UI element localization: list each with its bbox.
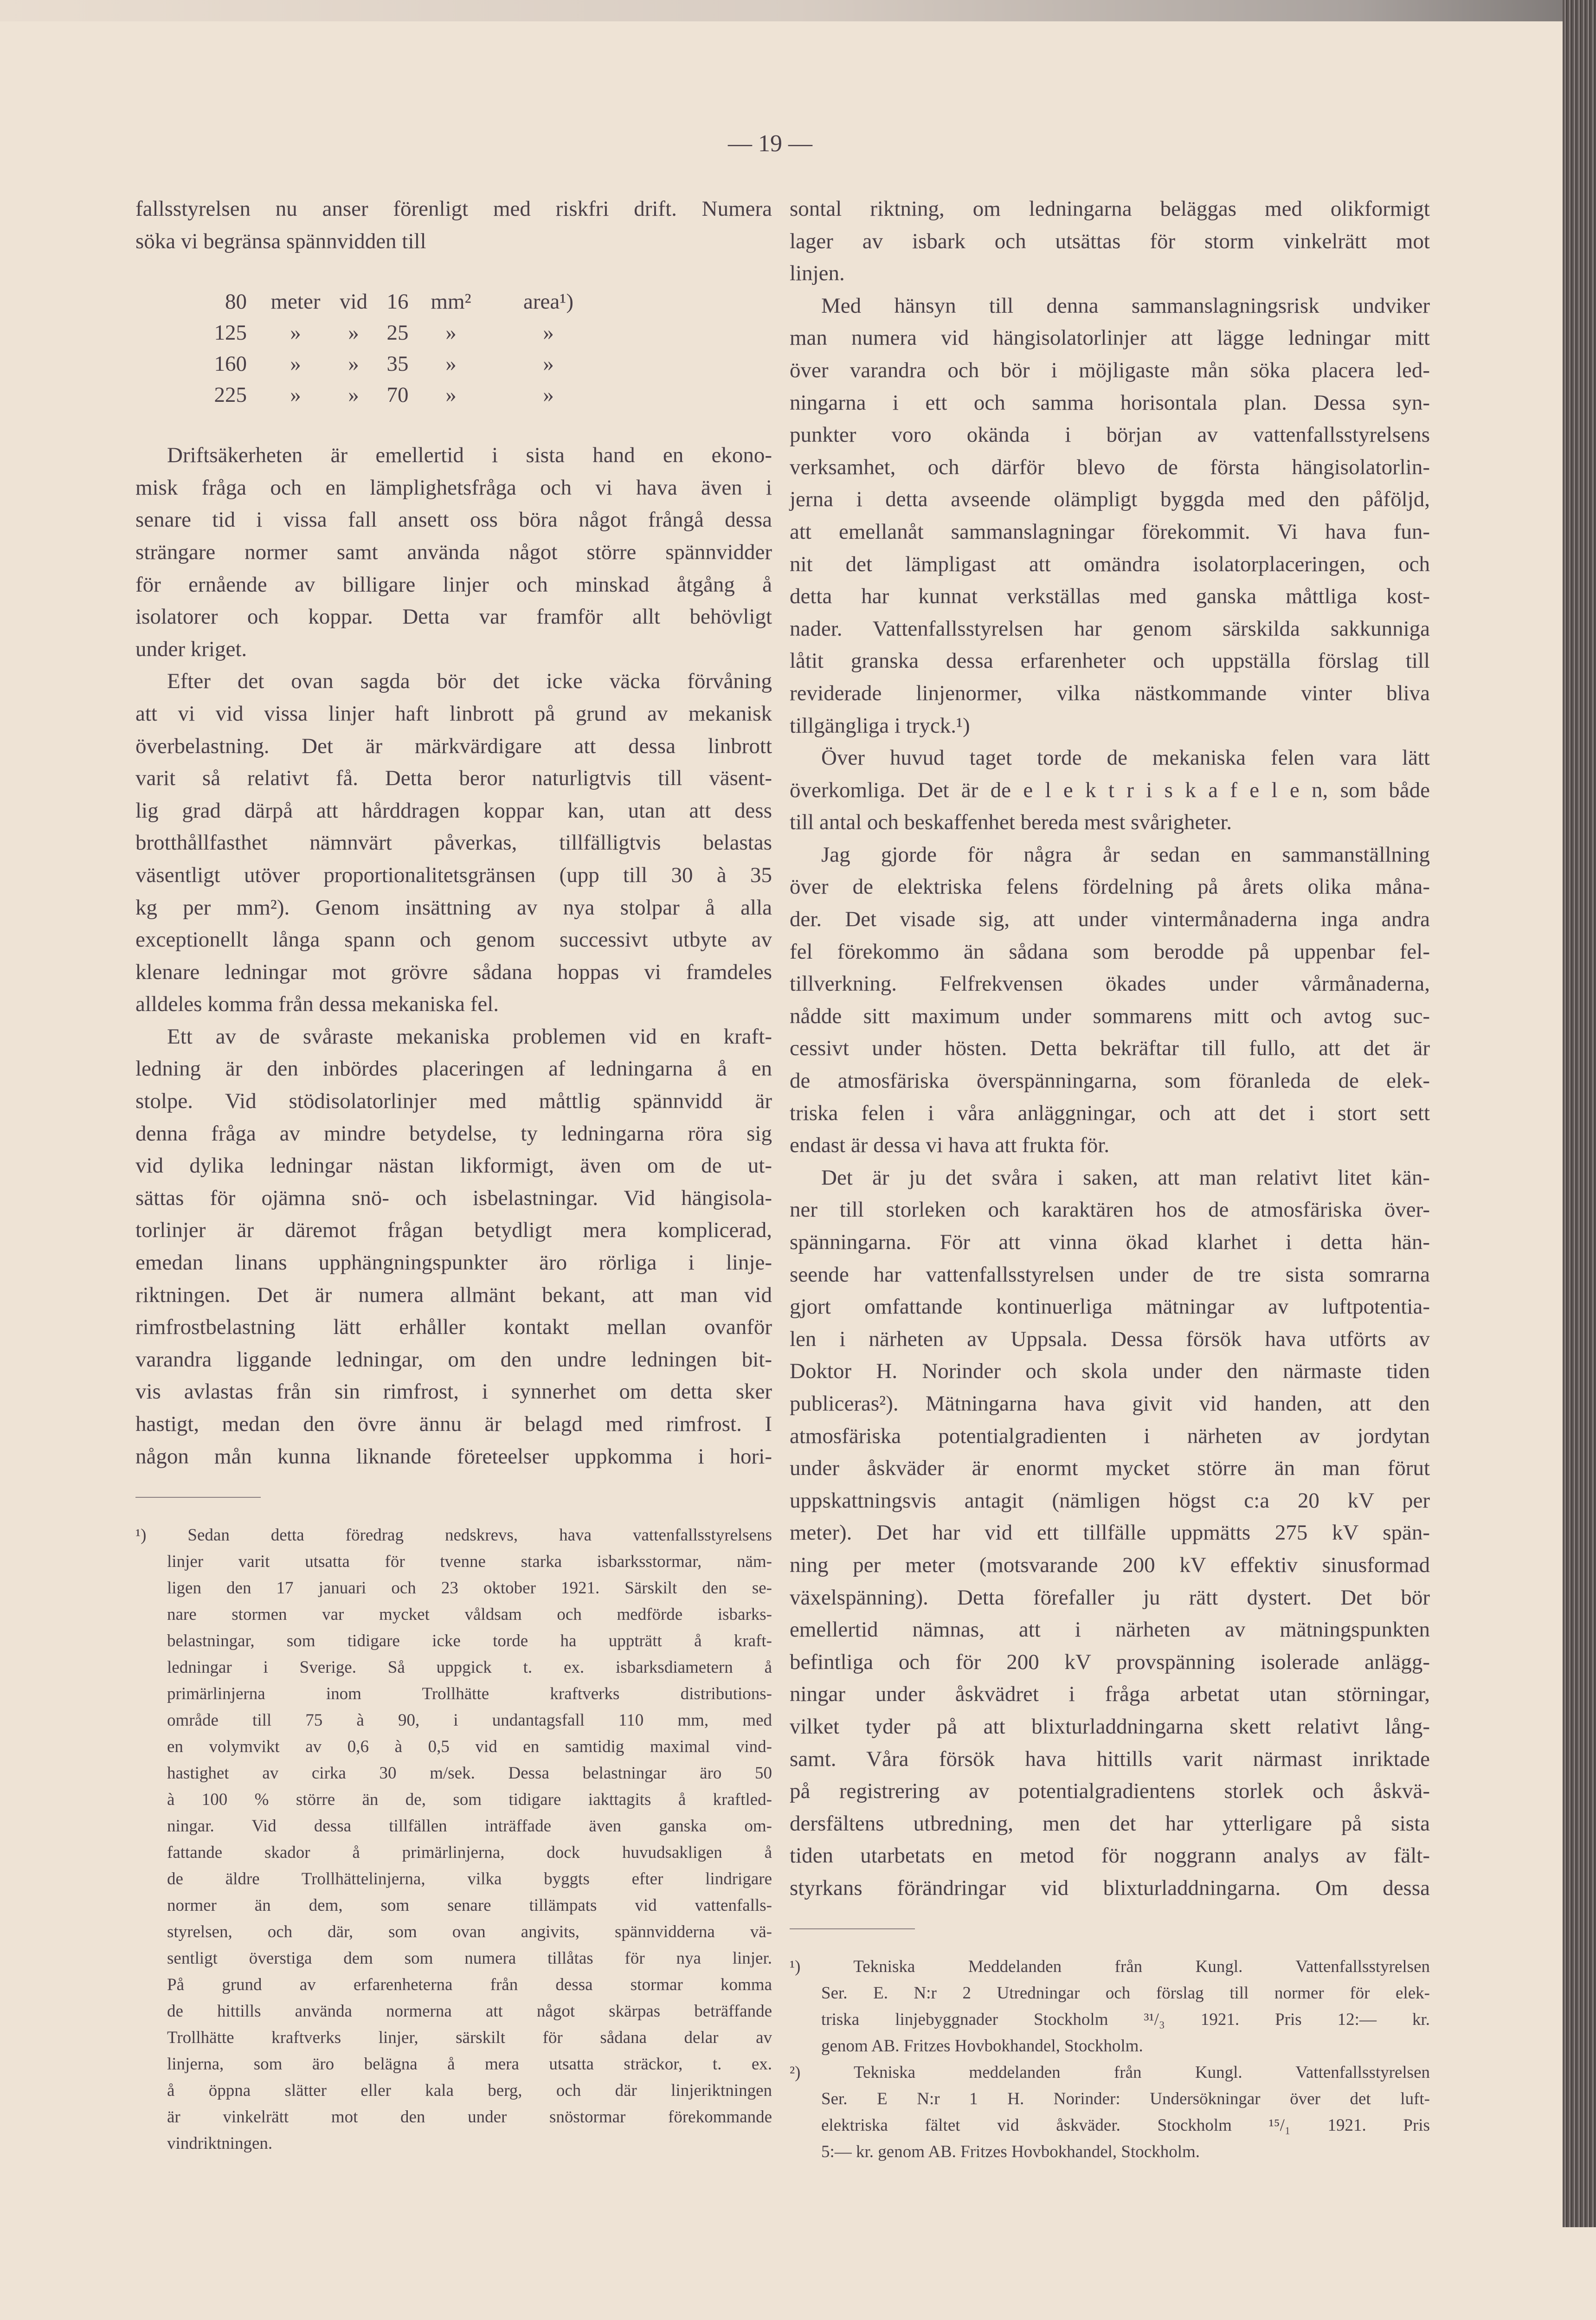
text-line: kg per mm²). Genom insättning av nya stolpar å alla xyxy=(135,895,772,920)
span-table-row xyxy=(135,348,772,380)
footnote-line: de äldre Trollhättelinjerna, vilka byggts efter lindrigare xyxy=(167,1869,772,1889)
text-line: Driftsäkerheten är emellertid i sista hand en ekono- xyxy=(167,443,772,468)
footnote-line: normer än dem, som senare tillämpats vid vattenfalls- xyxy=(167,1896,772,1915)
footnote-line: à 100 % större än de, som tidigare iakttagits å kraftled- xyxy=(167,1790,772,1810)
paragraph xyxy=(135,439,772,665)
text-line: under kriget. xyxy=(135,637,247,661)
text-line: till antal och beskaffenhet bereda mest svårigheter. xyxy=(790,810,1232,835)
text-line: låtit granska dessa erfarenheter och uppställa förslag till xyxy=(790,649,1430,673)
text-line: fallsstyrelsen nu anser förenligt med riskfri drift. Numera xyxy=(135,197,772,221)
footnote-line: å öppna slätter eller kala berg, och där linjeriktningen xyxy=(167,2081,772,2101)
footnote-line: sentligt överstiga dem som numera tillåtas för nya linjer. xyxy=(167,1949,772,1968)
span-table-cell: vid xyxy=(339,290,368,314)
span-table-cell: 160 xyxy=(214,352,247,376)
footnote-line: område till 75 à 90, i undantagsfall 110 mm, med xyxy=(167,1711,772,1730)
text-line: på registrering av potentialgradientens storlek och åskvä- xyxy=(790,1779,1430,1804)
footnote-line: Ser. E. N:r 2 Utredningar och förslag till normer för elek- xyxy=(821,1984,1430,2003)
footnote-line: elektriska fältet vid åskväder. Stockholm ¹⁵/₁ 1921. Pris xyxy=(821,2116,1430,2135)
text-line: någon mån kunna liknande företeelser uppkomma i hori- xyxy=(135,1444,772,1469)
text-line: nit det lämpligast att omändra isolatorplaceringen, och xyxy=(790,552,1430,576)
text-line: vilket tyder på att blixturladdningarna skett relativt lång- xyxy=(790,1714,1430,1739)
span-table-cell: meter xyxy=(270,290,321,314)
text-line: Jag gjorde för några år sedan en sammanställning xyxy=(821,842,1430,867)
text-line: styrkans förändringar vid blixturladdningarna. Om dessa xyxy=(790,1875,1430,1900)
text-line: riktningen. Det är numera allmänt bekant, att man vid xyxy=(135,1282,772,1307)
footnote-rule xyxy=(135,1497,261,1498)
text-line: fel förekommo än sådana som berodde på uppenbar fel- xyxy=(790,939,1430,964)
paragraph xyxy=(790,742,1430,839)
span-table-cell: » xyxy=(290,321,301,345)
text-line: nådde sitt maximum under sommarens mitt och avtog suc- xyxy=(790,1004,1430,1028)
span-table-cell: 16 xyxy=(386,290,409,314)
footnote-line: genom AB. Fritzes Hovbokhandel, Stockholm. xyxy=(821,2036,1143,2056)
footnote-line: ligen den 17 januari och 23 oktober 1921. Särskilt den se- xyxy=(167,1579,772,1598)
span-table xyxy=(135,286,772,411)
text-line: tiden utarbetats en metod för noggrann analys av fält- xyxy=(790,1843,1430,1868)
span-table-cell: » xyxy=(290,383,301,407)
text-line: alldeles komma från dessa mekaniska fel. xyxy=(135,992,499,1017)
paragraph xyxy=(790,290,1430,742)
footnote-line: linjer varit utsatta för tvenne starka isbarksstormar, näm- xyxy=(167,1552,772,1572)
span-table-cell: » xyxy=(543,383,554,407)
text-line: senare tid i vissa fall ansett oss böra något frångå dessa xyxy=(135,508,772,532)
footnote-line: en volymvikt av 0,6 à 0,5 vid en samtidig maximal vind- xyxy=(167,1737,772,1757)
footnotes xyxy=(790,1928,1430,2165)
text-line: tillgängliga i tryck.¹) xyxy=(790,713,970,738)
text-line: växelspänning). Detta förefaller ju rätt dystert. Det bör xyxy=(790,1585,1430,1610)
span-table-cell: » xyxy=(445,383,457,407)
text-line: linjen. xyxy=(790,261,845,286)
span-table-cell: » xyxy=(445,321,457,345)
text-line: ledning är den inbördes placeringen af ledningarna å en xyxy=(135,1057,772,1081)
footnote-line: ningar. Vid dessa tillfällen inträffade även ganska om- xyxy=(167,1817,772,1836)
footnote-line: ¹) Tekniska Meddelanden från Kungl. Vattenfallsstyrelsen xyxy=(790,1957,1430,1977)
text-line: vis avlastas från sin rimfrost, i synnerhet om detta sker xyxy=(135,1379,772,1404)
text-line: tillverkning. Felfrekvensen ökades under vårmånaderna, xyxy=(790,972,1430,996)
text-line: befintliga och för 200 kV provspänning isolerade anlägg- xyxy=(790,1650,1430,1674)
footnote-line: På grund av erfarenheterna från dessa stormar komma xyxy=(167,1975,772,1995)
paragraph xyxy=(135,1021,772,1473)
span-table-cell: 125 xyxy=(214,321,247,345)
footnote-rule xyxy=(790,1928,915,1929)
text-line: emellertid nämnas, att i närheten av mätningspunkten xyxy=(790,1618,1430,1642)
text-line: Doktor H. Norinder och skola under den närmaste tiden xyxy=(790,1359,1430,1384)
text-line: för ernående av billigare linjer och minskad åtgång å xyxy=(135,572,772,597)
span-table-cell: » xyxy=(543,321,554,345)
paragraph xyxy=(790,839,1430,1162)
text-line: lig grad därpå att hårddragen koppar kan, utan att dess xyxy=(135,798,772,823)
text-line: endast är dessa vi hava att frukta för. xyxy=(790,1133,1110,1158)
footnote-line: Trollhätte kraftverks linjer, särskilt för sådana delar av xyxy=(167,2028,772,2048)
text-line: över varandra och bör i möjligaste mån söka placera led- xyxy=(790,358,1430,382)
text-line: sontal riktning, om ledningarna beläggas med olikformigt xyxy=(790,197,1430,221)
text-line: publiceras²). Mätningarna hava givit vid handen, att den xyxy=(790,1391,1430,1416)
text-line: emedan linans upphängningspunkter äro rörliga i linje- xyxy=(135,1250,772,1275)
span-table-cell: 70 xyxy=(386,383,409,407)
text-line: Över huvud taget torde de mekaniska felen vara lätt xyxy=(821,746,1430,770)
text-line: seende har vattenfallsstyrelsen under de tre sista somrarna xyxy=(790,1262,1430,1287)
text-line: triska felen i våra anläggningar, och att det i stort sett xyxy=(790,1101,1430,1125)
span-table-cell: » xyxy=(445,352,457,376)
footnote-line: fattande skador å primärlinjerna, dock huvudsakligen å xyxy=(167,1843,772,1862)
footnote-line: hastighet av cirka 30 m/sek. Dessa belastningar äro 50 xyxy=(167,1764,772,1783)
text-line: torlinjer är däremot frågan betydligt mera komplicerad, xyxy=(135,1218,772,1243)
span-table-cell: 35 xyxy=(386,352,409,376)
text-line: stolpe. Vid stödisolatorlinjer med måttlig spännvidd är xyxy=(135,1089,772,1114)
footnote-line: primärlinjerna inom Trollhätte kraftverks distributions- xyxy=(167,1684,772,1704)
footnote-line: ²) Tekniska meddelanden från Kungl. Vattenfallsstyrelsen xyxy=(790,2063,1430,2082)
left-column xyxy=(135,193,772,2157)
text-line: söka vi begränsa spännvidden till xyxy=(135,229,426,253)
text-line: Med hänsyn till denna sammanslagningsrisk undviker xyxy=(821,293,1430,318)
span-table-cell: 80 xyxy=(225,290,247,314)
book-page-edge xyxy=(1563,0,1596,2227)
text-line: strängare normer samt använda något större spännvidder xyxy=(135,540,772,564)
span-table-cell: 25 xyxy=(386,321,409,345)
text-line: isolatorer och koppar. Detta var framför allt behövligt xyxy=(135,605,772,629)
text-line: jerna i detta avseende olämpligt byggda med den påföljd, xyxy=(790,487,1430,512)
text-line: Ett av de svåraste mekaniska problemen vid en kraft- xyxy=(167,1024,772,1049)
text-line: Efter det ovan sagda bör det icke väcka förvåning xyxy=(167,669,772,694)
text-line: meter). Det har vid ett tillfälle uppmätts 275 kV spän- xyxy=(790,1521,1430,1545)
footnote-line: vindriktningen. xyxy=(167,2134,273,2153)
text-line: varit så relativt få. Detta beror naturligtvis till väsent- xyxy=(135,766,772,791)
right-column xyxy=(790,193,1430,2165)
text-line: reviderade linjenormer, vilka nästkommande vinter bliva xyxy=(790,681,1430,705)
text-line: hastigt, medan den övre ännu är belagd med rimfrost. I xyxy=(135,1412,772,1436)
text-line: överkomliga. Det är de e l e k t r i s k a f e l e n, som både xyxy=(790,778,1430,802)
text-line: varandra liggande ledningar, om den undre ledningen bit- xyxy=(135,1347,772,1372)
footnote xyxy=(790,2059,1430,2165)
text-line: len i närheten av Uppsala. Dessa försök hava utförts av xyxy=(790,1327,1430,1351)
paragraph xyxy=(135,665,772,1021)
text-line: brotthållfasthet nämnvärt påverkas, tillfälligtvis belastas xyxy=(135,831,772,855)
text-line: denna fråga av mindre betydelse, ty ledningarna röra sig xyxy=(135,1121,772,1146)
text-line: rimfrostbelastning lätt erhåller kontakt mellan ovanför xyxy=(135,1315,772,1340)
footnote-line: ledningar i Sverige. Så uppgick t. ex. isbarksdiametern å xyxy=(167,1658,772,1677)
paragraph xyxy=(135,193,772,258)
span-table-cell: area¹) xyxy=(523,290,573,314)
span-table-row xyxy=(135,380,772,411)
footnote-line: triska linjebyggnader Stockholm ³¹/₃ 1921. Pris 12:— kr. xyxy=(821,2010,1430,2030)
text-line: under åskväder är enormt mycket större än man förut xyxy=(790,1456,1430,1481)
text-line: misk fråga och en lämplighetsfråga och vi hava även i xyxy=(135,475,772,500)
text-line: överbelastning. Det är märkvärdigare att dessa linbrott xyxy=(135,734,772,758)
text-line: ner till storleken och karaktären hos de atmosfäriska över- xyxy=(790,1198,1430,1222)
text-line: ningarna i ett och samma horisontala plan. Dessa syn- xyxy=(790,390,1430,415)
footnote-line: nare stormen var mycket våldsam och medförde isbarks- xyxy=(167,1605,772,1624)
text-line: sättas för ojämna snö- och isbelastningar. Vid hängisola- xyxy=(135,1186,772,1210)
footnote-line: styrelsen, och där, som ovan angivits, spännvidderna vä- xyxy=(167,1922,772,1942)
footnote-line: de hittills använda normerna att något skärpas beträffande xyxy=(167,2002,772,2021)
text-line: vid dylika ledningar nästan likformigt, även om de ut- xyxy=(135,1154,772,1178)
footnote-line: belastningar, som tidigare icke torde ha uppträtt å kraft- xyxy=(167,1631,772,1651)
text-line: man numera vid hängisolatorlinjer att lägge ledningar mitt xyxy=(790,326,1430,350)
text-line: exceptionellt långa spann och genom successivt utbyte av xyxy=(135,928,772,952)
text-line: gjort omfattande kontinuerliga mätningar av luftpotentia- xyxy=(790,1295,1430,1319)
span-table-cell: » xyxy=(348,383,359,407)
footnote-line: Ser. E N:r 1 H. Norinder: Undersökningar över det luft- xyxy=(821,2089,1430,2109)
footnote-line: är vinkelrätt mot den under snöstormar förekommande xyxy=(167,2107,772,2127)
text-line: att emellanåt sammanslagningar förekommit. Vi hava fun- xyxy=(790,519,1430,544)
text-line: punkter voro okända i början av vattenfallsstyrelsens xyxy=(790,423,1430,447)
page-number: — 19 — xyxy=(728,130,812,157)
footnotes xyxy=(135,1497,772,2157)
text-line: över de elektriska felens fördelning på årets olika måna- xyxy=(790,875,1430,899)
paragraph xyxy=(790,1162,1430,1905)
text-line: nader. Vattenfallsstyrelsen har genom särskilda sakkunniga xyxy=(790,616,1430,641)
scan-top-edge xyxy=(0,0,1596,21)
footnote-line: linjerna, som äro belägna å mera utsatta sträckor, t. ex. xyxy=(167,2055,772,2074)
footnote-line: 5:— kr. genom AB. Fritzes Hovbokhandel, Stockholm. xyxy=(821,2142,1200,2162)
text-line: dersfältens utbredning, men det har ytterligare på sista xyxy=(790,1811,1430,1836)
text-line: klenare ledningar mot grövre sådana hoppas vi framdeles xyxy=(135,960,772,984)
footnote xyxy=(790,1953,1430,2059)
paragraph xyxy=(790,193,1430,290)
text-line: ningar under åskvädret i fråga arbetat utan störningar, xyxy=(790,1682,1430,1707)
span-table-cell: » xyxy=(348,321,359,345)
span-table-cell: » xyxy=(290,352,301,376)
text-line: verksamhet, och därför blevo de första hängisolatorlin- xyxy=(790,455,1430,479)
span-table-cell: » xyxy=(348,352,359,376)
text-line: uppskattningsvis antagit (nämligen högst c:a 20 kV per xyxy=(790,1488,1430,1513)
span-table-row xyxy=(135,286,772,317)
text-line: lager av isbark och utsättas för storm vinkelrätt mot xyxy=(790,229,1430,253)
span-table-cell: 225 xyxy=(214,383,247,407)
footnote-line: ¹) Sedan detta föredrag nedskrevs, hava vattenfallsstyrelsens xyxy=(135,1526,772,1545)
text-line: ning per meter (motsvarande 200 kV effektiv sinusformad xyxy=(790,1553,1430,1577)
text-line: Det är ju det svåra i saken, att man relativt litet kän- xyxy=(821,1165,1430,1190)
text-line: väsentligt utöver proportionalitetsgränsen (upp till 30 à 35 xyxy=(135,863,772,887)
text-line: spänningarna. För att vinna ökad klarhet i detta hän- xyxy=(790,1230,1430,1254)
footnote xyxy=(135,1522,772,2157)
span-table-cell: » xyxy=(543,352,554,376)
text-line: atmosfäriska potentialgradienten i närheten av jordytan xyxy=(790,1424,1430,1448)
text-line: cessivt under hösten. Detta bekräftar till fullo, att det är xyxy=(790,1036,1430,1061)
span-table-row xyxy=(135,317,772,348)
text-line: der. Det visade sig, att under vintermånaderna inga andra xyxy=(790,907,1430,932)
text-line: detta har kunnat verkställas med ganska måttliga kost- xyxy=(790,584,1430,609)
text-line: samt. Våra försök hava hittills varit närmast inriktade xyxy=(790,1746,1430,1771)
span-table-cell: mm² xyxy=(431,290,471,314)
text-line: de atmosfäriska överspänningarna, som föranleda de elek- xyxy=(790,1069,1430,1093)
text-line: att vi vid vissa linjer haft linbrott på grund av mekanisk xyxy=(135,701,772,726)
